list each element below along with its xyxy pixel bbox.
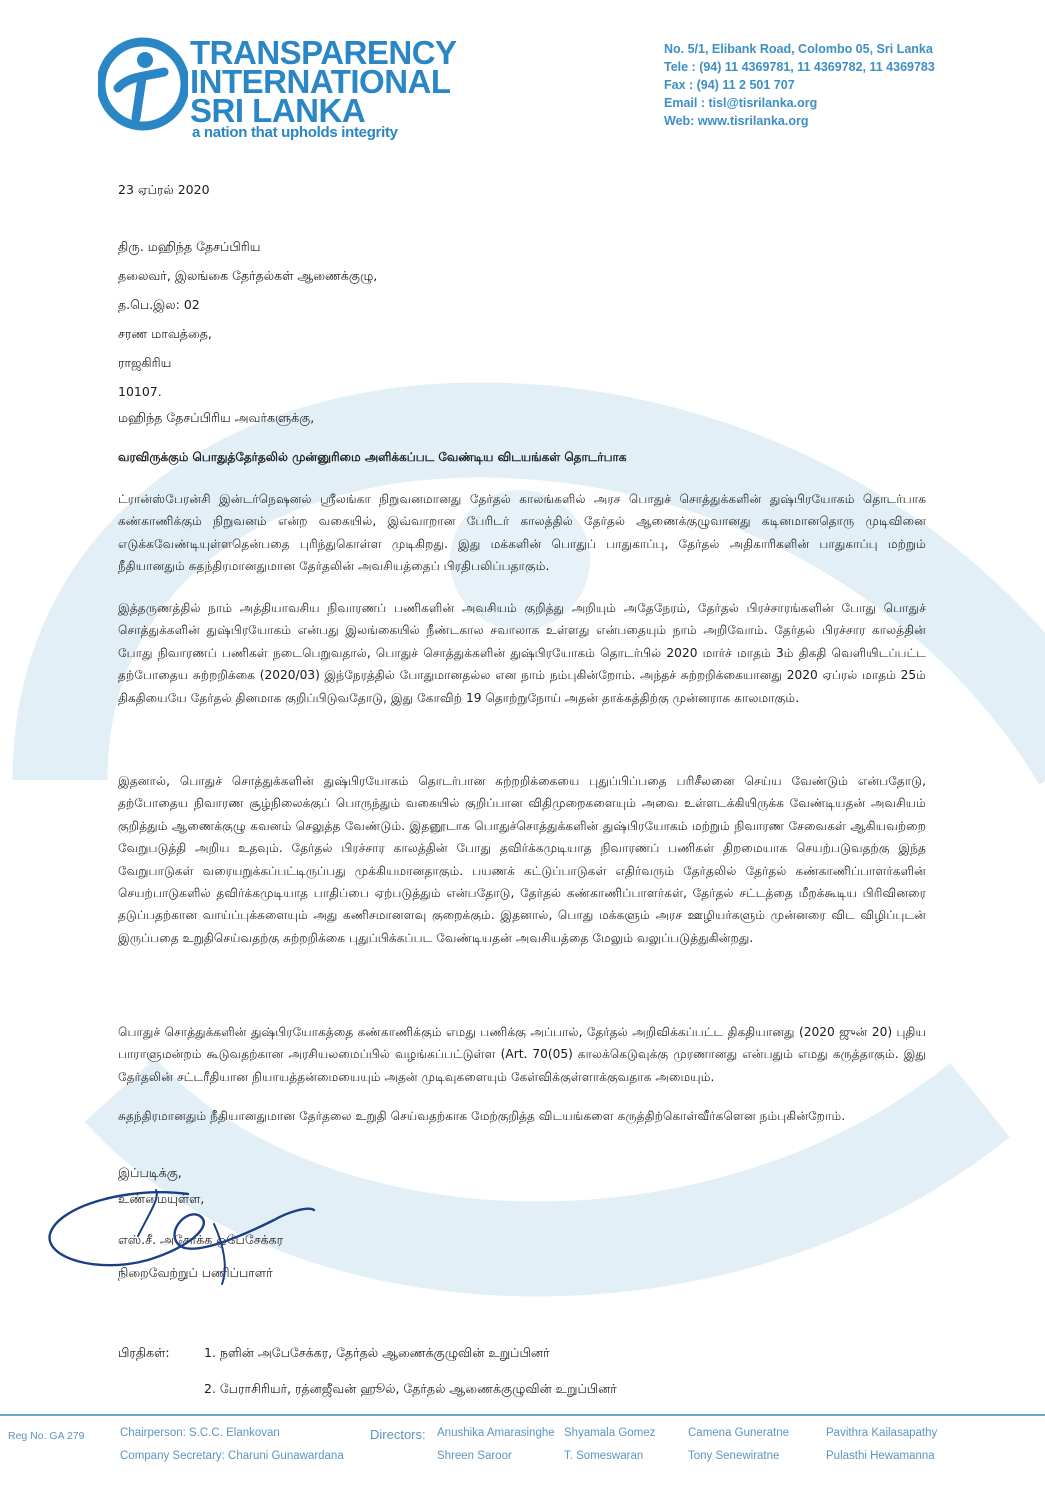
handwritten-signature-icon: [38, 1176, 318, 1288]
recipient-line: 10107.: [118, 384, 162, 399]
contact-fax: Fax : (94) 11 2 501 707: [664, 78, 795, 92]
footer-reg-no: Reg No. GA 279: [8, 1430, 85, 1442]
footer-company-secretary: Company Secretary: Charuni Gunawardana: [120, 1450, 344, 1462]
body-paragraph-5: சுதந்திரமானதும் நீதியானதுமான தேர்தலை உறுதி செய்வதற்காக மேற்குறித்த விடயங்களை கருத்திற்கொள்வீர்களென நம்புகின்றோம்.: [118, 1109, 846, 1123]
closing-line: இப்படிக்கு,: [118, 1165, 182, 1180]
body-paragraph-3: இதனால், பொதுச் சொத்துக்களின் துஷ்பிரயோகம் தொடர்பான சுற்றறிக்கையை புதுப்பிப்பதை பரிசீலனை செய்ய வேண்டும் என்பதோடு, தற்போதைய நிவாரண சூழ்நிலைக்குப் பொருந்தும் வகையில் குறிப்பான விதிமுறைகளையும் அவை உள்ளடக்கியிருக்க வேண்டியதன் அவசியம் குறித்தும் ஆணைக்குழு கவனம் செலுத்த வேண்டும். இதனூடாக பொதுச்சொத்துக்களின் துஷ்பிரயோகம் மற்றும் நிவாரண சேவைகள் ஆகியவற்றை வேறுபடுத்தி அறிய உதவும். தேர்தல் பிரச்சார காலத்தின் போது தவிர்க்கமுடியாத நிவாரணப் பணிகள் திறமையாக செயற்படுவதற்கு இந்த வேறுபாடுகள் வரையறுக்கப்பட்டிருப்பது முக்கியமானதாகும். பயணக் கட்டுப்பாடுகள் எதிர்வரும் தேர்தலில் தேர்தல் கண்காணிப்பாளர்களின் செயற்பாடுகளில் தவிர்க்கமுடியாத பாதிப்பை ஏற்படுத்தும் என்பதோடு, தேர்தல் கண்காணிப்பாளர்கள், தேர்தல் சட்டத்தை மீறக்கூடிய பிரிவினரை தடுப்பதற்கான வாய்ப்புக்களையும் அது கணிசமானளவு குறைக்கும். இதனால், பொது மக்களும் அரச ஊழியர்களும் முன்னரை விட விழிப்புடன் இருப்பதை உறுதிசெய்வதற்கு சுற்றறிக்கை புதுப்பிக்கப்பட வேண்டியதன் அவசியத்தை மேலும் வலுப்படுத்துகின்றது.: [118, 774, 926, 945]
copy-recipient-1: 1. நளின் அபேசேக்கர, தேர்தல் ஆணைக்குழுவின் உறுப்பினர்: [204, 1345, 550, 1360]
footer-director: Shyamala Gomez: [564, 1427, 656, 1439]
body-paragraph-1: ட்ரான்ஸ்பேரன்சி இன்டர்நெஷனல் ஸ்ரீலங்கா நிறுவனமானது தேர்தல் காலங்களில் அரச பொதுச் சொத்துக்களின் துஷ்பிரயோகம் தொடர்பாக கண்காணிக்கும் நிறுவனம் என்ற வகையில், இவ்வாறான பேரிடர் காலத்தில் தேர்தல் ஆணைக்குழுவானது கடினமானதொரு முடிவினை எடுக்கவேண்டியுள்ளதென்பதை புரிந்துகொள்ள முடிகிறது. இது மக்களின் பொதுப் பாதுகாப்பு, தேர்தல் அதிகாரிகளின் பாதுகாப்பு மற்றும் நீதியானதும் சுதந்திரமானதுமான தேர்தலின் அவசியத்தைப் பிரதிபலிப்பதாகும்.: [118, 492, 926, 574]
footer-directors-label: Directors:: [370, 1427, 426, 1442]
signatory-title: நிறைவேற்றுப் பணிப்பாளர்: [118, 1265, 273, 1280]
footer-director: Pavithra Kailasapathy: [826, 1427, 938, 1439]
signatory-name: எஸ்.சீ. அசோக்க ஒபேசேக்கர: [118, 1232, 284, 1247]
footer-director: Camena Guneratne: [688, 1427, 790, 1439]
contact-web: Web: www.tisrilanka.org: [664, 114, 809, 128]
contact-email: Email : tisl@tisrilanka.org: [664, 96, 818, 110]
recipient-line: ராஜகிரிய: [118, 355, 172, 370]
recipient-line: த.பெ.இல: 02: [118, 297, 200, 312]
closing-line: உண்மையுள்ள,: [118, 1191, 205, 1206]
letter-date: 23 ஏப்ரல் 2020: [118, 182, 210, 197]
salutation: மஹிந்த தேசப்பிரிய அவர்களுக்கு,: [118, 410, 315, 425]
body-paragraph-4: பொதுச் சொத்துக்களின் துஷ்பிரயோகத்தை கண்காணிக்கும் எமது பணிக்கு அப்பால், தேர்தல் அறிவிக்கப்பட்ட திகதியானது (2020 ஜுன் 20) புதிய பாராளுமன்றம் கூடுவதற்கான அரசியலமைப்பில் வழங்கப்பட்டுள்ள (Art. 70(05) காலக்கெடுவுக்கு முரணானது என்பதும் எமது கருத்தாகும். இது தேர்தலின் சட்டரீதியான நியாயத்தன்மையையும் அதன் முடிவுகளையும் கேள்விக்குள்ளாக்குவதாக அமையும்.: [118, 1025, 926, 1084]
org-tagline: a nation that upholds integrity: [192, 124, 398, 141]
recipient-line: சரண மாவத்தை,: [118, 326, 212, 341]
body-paragraph-2: இத்தருணத்தில் நாம் அத்தியாவசிய நிவாரணப் பணிகளின் அவசியம் குறித்து அறியும் அதேநேரம், தேர்தல் பிரச்சாரங்களின் போது பொதுச் சொத்துக்களின் துஷ்பிரயோகம் என்பது இலங்கையில் நீண்டகால சவாலாக உள்ளது என்பதையும் நாம் அறிவோம். தேர்தல் பிரச்சார காலத்தின் போது நிவாரணப் பணிகள் நடைபெறுவதால், பொதுச் சொத்துக்களின் துஷ்பிரயோகம் தொடர்பில் 2020 மார்ச் மாதம் 3ம் திகதி வெளியிடப்பட்ட தற்போதைய சுற்றறிக்கை (2020/03) இந்நேரத்தில் போதுமானதல்ல என நாம் நம்புகின்றோம். அந்தச் சுற்றறிக்கையானது 2020 ஏப்ரல் மாதம் 25ம் திகதியையே தேர்தல் தினமாக குறிப்பிடுவதோடு, இது கோவிற் 19 தொற்றுநோய் அதன் தாக்கத்திற்கு முன்னராக காலமாகும்.: [118, 601, 926, 705]
org-name-line-1: TRANSPARENCY: [190, 34, 457, 71]
footer-chairperson: Chairperson: S.C.C. Elankovan: [120, 1427, 280, 1439]
footer-director: Shreen Saroor: [437, 1450, 512, 1462]
org-name: [190, 34, 457, 129]
letter-subject: வரவிருக்கும் பொதுத்தேர்தலில் முன்னுரிமை அளிக்கப்பட வேண்டிய விடயங்கள் தொடர்பாக: [118, 450, 627, 464]
footer-director: T. Someswaran: [564, 1450, 644, 1462]
copy-recipient-2: 2. பேராசிரியர், ரத்னஜீவன் ஹூல், தேர்தல் ஆணைக்குழுவின் உறுப்பினர்: [204, 1381, 617, 1396]
footer-director: Tony Senewiratne: [688, 1450, 780, 1462]
footer-director: Pulasthi Hewamanna: [826, 1450, 935, 1462]
contact-block: [664, 40, 935, 130]
ti-logo-icon: [98, 36, 188, 132]
recipient-address: [118, 232, 377, 406]
footer-divider: [0, 1414, 1045, 1416]
org-name-line-2: INTERNATIONAL: [190, 63, 451, 100]
contact-address: No. 5/1, Elibank Road, Colombo 05, Sri Lanka: [664, 42, 933, 56]
contact-tele: Tele : (94) 11 4369781, 11 4369782, 11 4369783: [664, 60, 935, 74]
recipient-line: தலைவர், இலங்கை தேர்தல்கள் ஆணைக்குழு,: [118, 268, 378, 283]
org-name-line-3: SRI LANKA: [190, 92, 366, 129]
footer-director: Anushika Amarasinghe: [437, 1427, 555, 1439]
recipient-line: திரு. மஹிந்த தேசப்பிரிய: [118, 239, 261, 254]
copies-label: பிரதிகள்:: [118, 1345, 170, 1360]
